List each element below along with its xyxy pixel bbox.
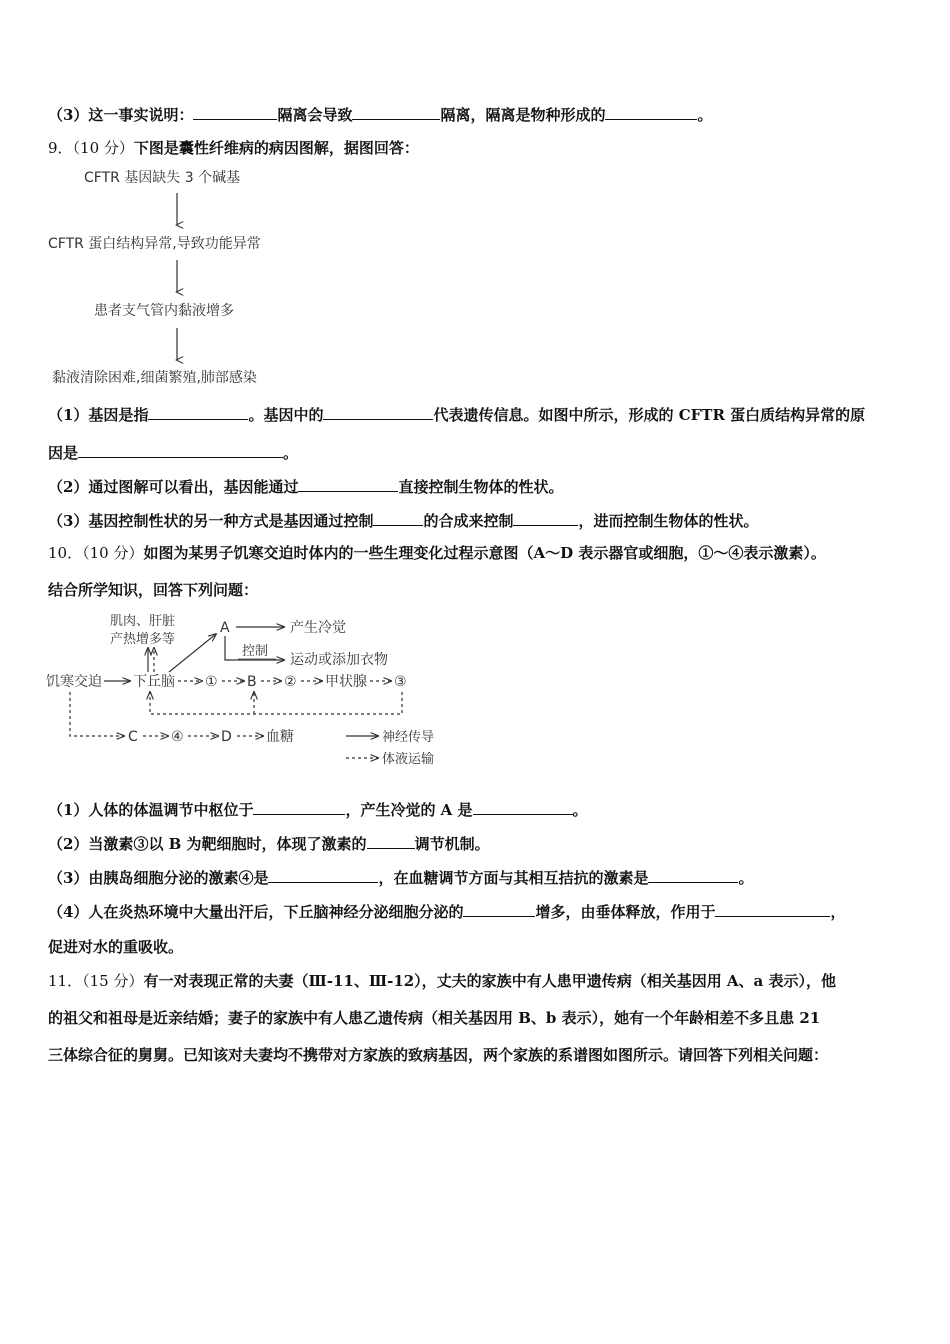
label-muscle-liver: 肌肉、肝脏 xyxy=(110,614,176,629)
question-score: （15 分） xyxy=(82,972,144,990)
answer-blank[interactable] xyxy=(463,900,535,917)
legend-fluid: 体液运输 xyxy=(382,752,435,767)
node-C: C xyxy=(128,729,138,745)
q10-header-line1 xyxy=(48,543,910,563)
q11-line2 xyxy=(48,1008,910,1028)
q9-3-text-c: ，进而控制生物体的性状。 xyxy=(578,512,759,530)
q10-1-text-c: 。 xyxy=(572,801,588,819)
question-number: 9． xyxy=(48,139,73,157)
q10-3-text-a: （3）由胰岛细胞分泌的激素④是 xyxy=(48,869,269,887)
flow-step-3: 患者支气管内黏液增多 xyxy=(94,303,234,319)
question-stem-cont: 三体综合征的舅舅。已知该对夫妻均不携带对方家族的致病基因，两个家族的系谱图如图所示。请回答下列相关问题： xyxy=(48,1046,829,1064)
answer-blank[interactable] xyxy=(78,441,283,458)
answer-blank[interactable] xyxy=(605,103,697,120)
q8-3-text-4: 。 xyxy=(697,106,713,124)
answer-blank[interactable] xyxy=(513,509,578,526)
hormone-3: ③ xyxy=(394,674,407,690)
question-number: 10． xyxy=(48,544,83,562)
question-score: （10 分） xyxy=(72,139,134,157)
node-B: B xyxy=(247,674,257,690)
q10-4-text-d: 促进对水的重吸收。 xyxy=(48,938,184,956)
label-cold-feeling: 产生冷觉 xyxy=(290,620,346,636)
cftr-flow-diagram xyxy=(40,160,340,395)
flow-step-1: CFTR 基因缺失 3 个碱基 xyxy=(84,170,241,186)
q9-part3 xyxy=(48,509,910,531)
q10-part4-line1 xyxy=(48,900,910,922)
q10-part4-line2 xyxy=(48,937,910,957)
q10-2-text-b: 调节机制。 xyxy=(414,835,490,853)
hormone-2: ② xyxy=(284,674,297,690)
q9-2-text-a: （2）通过图解可以看出，基因能通过 xyxy=(48,478,299,496)
question-stem-cont: 结合所学知识，回答下列问题： xyxy=(48,581,259,599)
answer-blank[interactable] xyxy=(715,900,830,917)
label-hunger-cold: 饥寒交迫 xyxy=(46,674,102,690)
q10-part1 xyxy=(48,798,910,820)
q9-1-text-e: 。 xyxy=(283,444,299,462)
hormone-4: ④ xyxy=(171,729,184,745)
q9-3-text-b: 的合成来控制 xyxy=(423,512,514,530)
q9-1-text-a: （1）基因是指 xyxy=(48,406,149,424)
answer-blank[interactable] xyxy=(298,475,398,492)
q10-4-text-c: ， xyxy=(830,903,846,921)
q9-1-text-d: 因是 xyxy=(48,444,79,462)
legend-nerve: 神经传导 xyxy=(382,730,435,745)
answer-blank[interactable] xyxy=(648,866,738,883)
node-A: A xyxy=(220,620,230,636)
question-number: 11． xyxy=(48,972,83,990)
q9-3-text-a: （3）基因控制性状的另一种方式是基因通过控制 xyxy=(48,512,374,530)
node-thyroid: 甲状腺 xyxy=(325,674,367,690)
answer-blank[interactable] xyxy=(352,103,440,120)
question-stem: 下图是囊性纤维病的病因图解，据图回答： xyxy=(133,139,419,157)
label-exercise: 运动或添加衣物 xyxy=(290,652,388,668)
q9-part1-line2 xyxy=(48,441,910,463)
question-stem: 如图为某男子饥寒交迫时体内的一些生理变化过程示意图（A～D 表示器官或细胞，①～④表示激素）。 xyxy=(143,544,826,562)
hormone-1: ① xyxy=(205,674,218,690)
answer-blank[interactable] xyxy=(473,798,573,815)
answer-blank[interactable] xyxy=(268,866,378,883)
q9-part1-line1 xyxy=(48,403,910,425)
answer-blank[interactable] xyxy=(253,798,345,815)
q10-header-line2 xyxy=(48,580,910,600)
answer-blank[interactable] xyxy=(193,103,277,120)
q9-1-text-c: 代表遗传信息。如图中所示，形成的 CFTR 蛋白质结构异常的原 xyxy=(433,406,866,424)
nerve-arrow xyxy=(169,634,216,672)
answer-blank[interactable] xyxy=(148,403,248,420)
label-control: 控制 xyxy=(242,644,269,659)
q10-3-text-c: 。 xyxy=(738,869,754,887)
q10-2-text-a: （2）当激素③以 B 为靶细胞时，体现了激素的 xyxy=(48,835,367,853)
thermoregulation-diagram xyxy=(44,606,464,774)
answer-blank[interactable] xyxy=(323,403,433,420)
q9-2-text-b: 直接控制生物体的性状。 xyxy=(398,478,564,496)
q10-part2 xyxy=(48,832,910,854)
node-D: D xyxy=(221,729,232,745)
q10-part3 xyxy=(48,866,910,888)
q8-3-text-2: 隔离会导致 xyxy=(277,106,353,124)
q9-header xyxy=(48,138,910,158)
answer-blank[interactable] xyxy=(373,509,423,526)
q11-line1 xyxy=(48,971,910,991)
q8-part3 xyxy=(48,103,910,125)
question-stem: 有一对表现正常的夫妻（Ⅲ-11、Ⅲ-12），丈夫的家族中有人患甲遗传病（相关基因用 A、a 表示），他 xyxy=(143,972,836,990)
q8-3-text-3: 隔离，隔离是物种形成的 xyxy=(440,106,606,124)
fluid-arrow xyxy=(70,692,124,736)
flow-step-4: 黏液清除困难,细菌繁殖,肺部感染 xyxy=(52,370,257,386)
q8-3-text-1: （3）这一事实说明： xyxy=(48,106,194,124)
q10-3-text-b: ，在血糖调节方面与其相互拮抗的激素是 xyxy=(378,869,649,887)
q10-4-text-a: （4）人在炎热环境中大量出汗后，下丘脑神经分泌细胞分泌的 xyxy=(48,903,464,921)
q9-part2 xyxy=(48,475,910,497)
q10-1-text-a: （1）人体的体温调节中枢位于 xyxy=(48,801,254,819)
q9-1-text-b: 。基因中的 xyxy=(248,406,324,424)
label-blood-sugar: 血糖 xyxy=(266,729,294,745)
answer-blank[interactable] xyxy=(367,832,415,849)
q11-line3 xyxy=(48,1045,910,1065)
flow-step-2: CFTR 蛋白结构异常,导致功能异常 xyxy=(48,236,261,252)
question-score: （10 分） xyxy=(82,544,144,562)
feedback-arrow xyxy=(150,692,402,714)
q10-1-text-b: ，产生冷觉的 A 是 xyxy=(345,801,473,819)
question-stem-cont: 的祖父和祖母是近亲结婚；妻子的家族中有人患乙遗传病（相关基因用 B、b 表示），她有一个年龄相差不多且患 21 xyxy=(48,1009,821,1027)
label-heat-increase: 产热增多等 xyxy=(110,632,176,647)
node-hypothalamus: 下丘脑 xyxy=(133,674,175,690)
q10-4-text-b: 增多，由垂体释放，作用于 xyxy=(535,903,716,921)
